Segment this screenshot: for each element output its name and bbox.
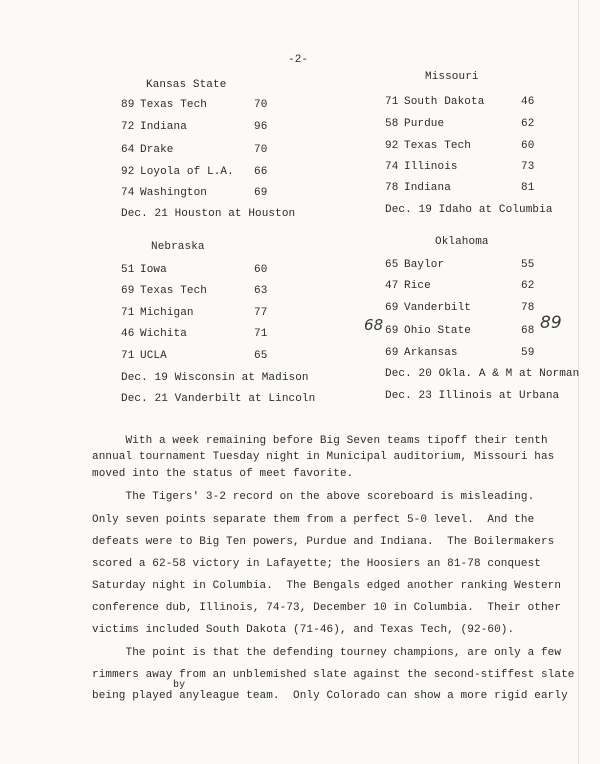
game-opponent: Michigan — [140, 307, 194, 319]
nebraska-heading: Nebraska — [151, 241, 205, 253]
game-opp-score: 63 — [254, 285, 268, 297]
body-line: conference dub, Illinois, 74-73, December 10 in Columbia. Their other — [92, 602, 562, 614]
missouri-upcoming: Dec. 19 Idaho at Columbia — [385, 204, 553, 216]
game-opp-score: 96 — [254, 121, 268, 133]
body-line: Saturday night in Columbia. The Bengals edged another ranking Western — [92, 580, 562, 592]
game-opp-score: 68 — [521, 325, 535, 337]
game-opponent: Baylor — [404, 259, 445, 271]
game-opp-score: 73 — [521, 161, 535, 173]
game-opp-score: 70 — [254, 99, 268, 111]
body-line: With a week remaining before Big Seven teams tipoff their tenth — [92, 435, 548, 447]
game-opponent: Drake — [140, 144, 174, 156]
kansas-state-heading: Kansas State — [146, 79, 227, 91]
game-opp-score: 71 — [254, 328, 268, 340]
nebraska-upcoming-1: Dec. 19 Wisconsin at Madison — [121, 372, 309, 384]
game-score: 74 — [385, 161, 399, 173]
body-line: victims included South Dakota (71-46), and Texas Tech, (92-60). — [92, 624, 515, 636]
game-opp-score: 60 — [254, 264, 268, 276]
game-opponent: Texas Tech — [140, 99, 208, 111]
game-score: 72 — [121, 121, 135, 133]
game-opponent: Arkansas — [404, 347, 458, 359]
game-opponent: Wichita — [140, 328, 187, 340]
game-score: 47 — [385, 280, 399, 292]
game-score: 69 — [385, 302, 399, 314]
oklahoma-heading: Oklahoma — [435, 236, 489, 248]
game-opponent: Indiana — [140, 121, 187, 133]
game-opponent: Indiana — [404, 182, 451, 194]
game-opp-score: 81 — [521, 182, 535, 194]
body-line: The point is that the defending tourney champions, are only a few — [92, 647, 562, 659]
body-line: Only seven points separate them from a perfect 5-0 level. And the — [92, 514, 535, 526]
body-line: scored a 62-58 victory in Lafayette; the Hoosiers an 81-78 conquest — [92, 558, 541, 570]
game-opp-score: 59 — [521, 347, 535, 359]
game-score: 69 — [121, 285, 135, 297]
page-number: -2- — [288, 54, 309, 66]
game-score: 92 — [121, 166, 135, 178]
game-opponent: Iowa — [140, 264, 167, 276]
game-opponent: Rice — [404, 280, 431, 292]
game-score: 71 — [121, 307, 135, 319]
game-opp-score: 60 — [521, 140, 535, 152]
game-score: 58 — [385, 118, 399, 130]
oklahoma-upcoming-2: Dec. 23 Illinois at Urbana — [385, 390, 560, 402]
handwritten-opp-score-correction: 89 — [540, 313, 562, 333]
body-line: rimmers away from an unblemished slate against the second-stiffest slate — [92, 669, 575, 681]
game-opponent: UCLA — [140, 350, 167, 362]
game-opp-score: 70 — [254, 144, 268, 156]
game-opp-score: 78 — [521, 302, 535, 314]
game-score: 71 — [385, 96, 399, 108]
missouri-heading: Missouri — [425, 71, 479, 83]
body-line: moved into the status of meet favorite. — [92, 468, 354, 480]
page-edge-shadow — [578, 0, 579, 764]
game-opponent: Loyola of L.A. — [140, 166, 234, 178]
body-line: The Tigers' 3-2 record on the above scoreboard is misleading. — [92, 491, 535, 503]
kansas-state-upcoming: Dec. 21 Houston at Houston — [121, 208, 296, 220]
game-score: 65 — [385, 259, 399, 271]
typed-insertion: by — [173, 680, 186, 691]
game-score: 78 — [385, 182, 399, 194]
game-score: 89 — [121, 99, 135, 111]
game-score: 46 — [121, 328, 135, 340]
game-opp-score: 46 — [521, 96, 535, 108]
game-score: 71 — [121, 350, 135, 362]
body-line: defeats were to Big Ten powers, Purdue and Indiana. The Boilermakers — [92, 536, 555, 548]
game-opp-score: 62 — [521, 118, 535, 130]
game-opponent: Illinois — [404, 161, 458, 173]
game-opponent: Texas Tech — [404, 140, 472, 152]
game-opponent: Washington — [140, 187, 208, 199]
game-score: 51 — [121, 264, 135, 276]
game-opponent: Ohio State — [404, 325, 472, 337]
game-opp-score: 77 — [254, 307, 268, 319]
game-score: 69 — [385, 325, 399, 337]
game-opponent: Vanderbilt — [404, 302, 472, 314]
game-opponent: Texas Tech — [140, 285, 208, 297]
game-score: 69 — [385, 347, 399, 359]
nebraska-upcoming-2: Dec. 21 Vanderbilt at Lincoln — [121, 393, 316, 405]
game-opponent: South Dakota — [404, 96, 485, 108]
game-opponent: Purdue — [404, 118, 445, 130]
game-opp-score: 55 — [521, 259, 535, 271]
game-score: 64 — [121, 144, 135, 156]
game-opp-score: 66 — [254, 166, 268, 178]
body-line: being played anyleague team. Only Colorado can show a more rigid early — [92, 690, 568, 702]
game-opp-score: 65 — [254, 350, 268, 362]
handwritten-score-correction: 68 — [364, 316, 384, 334]
game-opp-score: 69 — [254, 187, 268, 199]
game-score: 74 — [121, 187, 135, 199]
game-score: 92 — [385, 140, 399, 152]
game-opp-score: 62 — [521, 280, 535, 292]
oklahoma-upcoming-1: Dec. 20 Okla. A & M at Norman — [385, 368, 580, 380]
body-line: annual tournament Tuesday night in Municipal auditorium, Missouri has — [92, 451, 555, 463]
